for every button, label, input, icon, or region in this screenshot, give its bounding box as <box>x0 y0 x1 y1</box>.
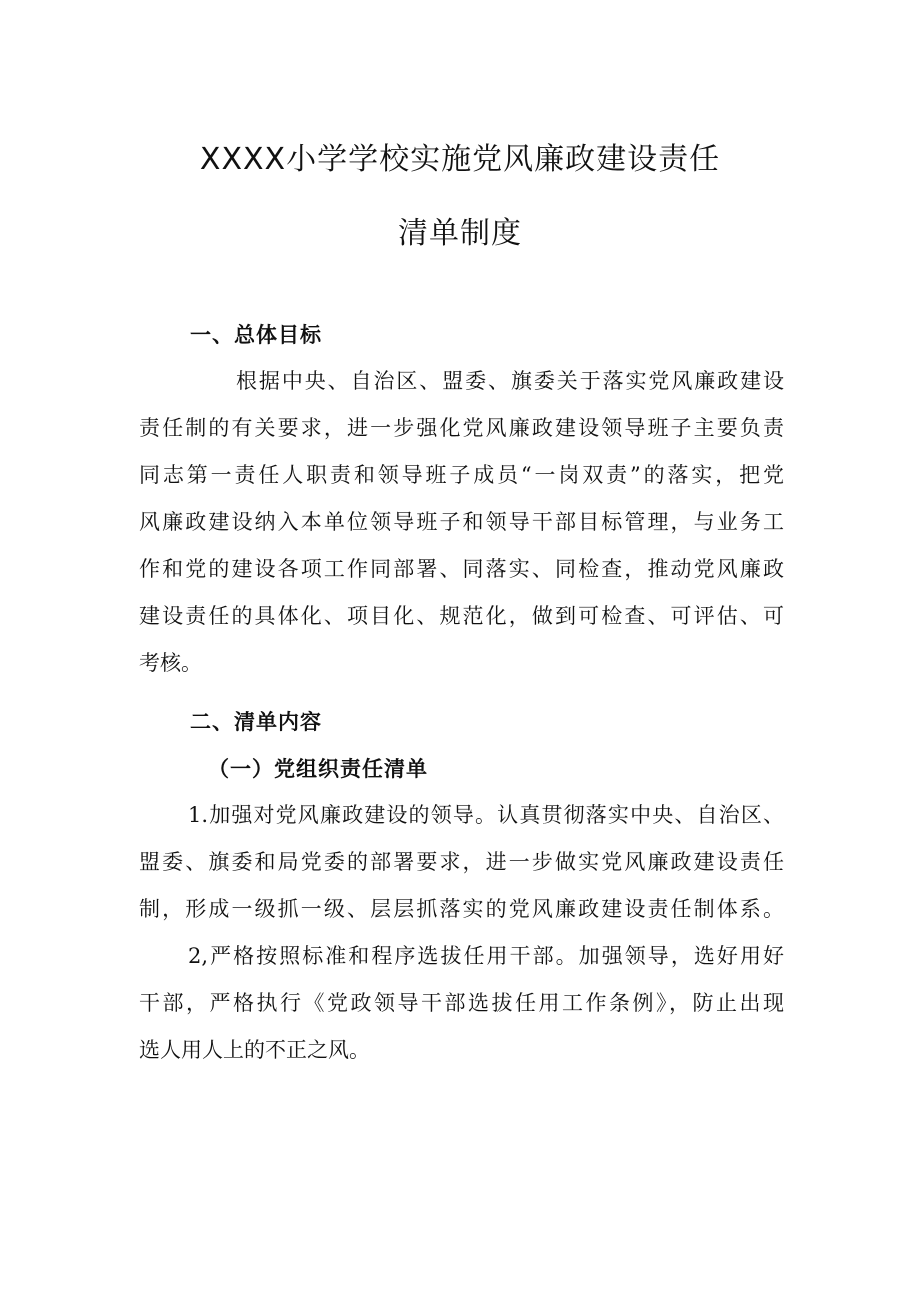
section1-paragraph-line: 根据中央、自治区、盟委、旗委关于落实党风廉政建设 <box>236 369 784 393</box>
item1-line: 1.加强对党风廉政建设的领导。认真贯彻落实中央、自治区、 <box>188 803 784 827</box>
section1-paragraph-line: 建设责任的具体化、项目化、规范化，做到可检查、可评估、可 <box>139 604 784 628</box>
document-title-line1: XXXX小学学校实施党风廉政建设责任 <box>199 142 721 177</box>
section1-heading: 一、总体目标 <box>190 323 322 347</box>
section1-paragraph-line: 作和党的建设各项工作同部署、同落实、同检查，推动党风廉政 <box>139 557 784 581</box>
section1-paragraph-line: 责任制的有关要求，进一步强化党风廉政建设领导班子主要负责 <box>139 416 784 440</box>
section1-paragraph-line: 风廉政建设纳入本单位领导班子和领导干部目标管理，与业务工 <box>139 510 784 534</box>
item1-line: 制，形成一级抓一级、层层抓落实的党风廉政建设责任制体系。 <box>139 897 784 921</box>
document-title-line2: 清单制度 <box>398 216 522 251</box>
item2-line: 2,严格按照标准和程序选拔任用干部。加强领导，选好用好 <box>188 944 784 968</box>
item1-line: 盟委、旗委和局党委的部署要求，进一步做实党风廉政建设责任 <box>139 850 784 874</box>
item2-line: 选人用人上的不正之风。 <box>139 1038 370 1062</box>
section1-paragraph-line: 考核。 <box>139 651 202 675</box>
section2-heading: 二、清单内容 <box>190 710 322 734</box>
section1-paragraph-line: 同志第一责任人职责和领导班子成员“一岗双责”的落实，把党 <box>139 463 784 487</box>
section2-subheading: （一）党组织责任清单 <box>208 757 428 781</box>
item2-line: 干部，严格执行《党政领导干部选拔任用工作条例》，防止出现 <box>139 991 784 1015</box>
